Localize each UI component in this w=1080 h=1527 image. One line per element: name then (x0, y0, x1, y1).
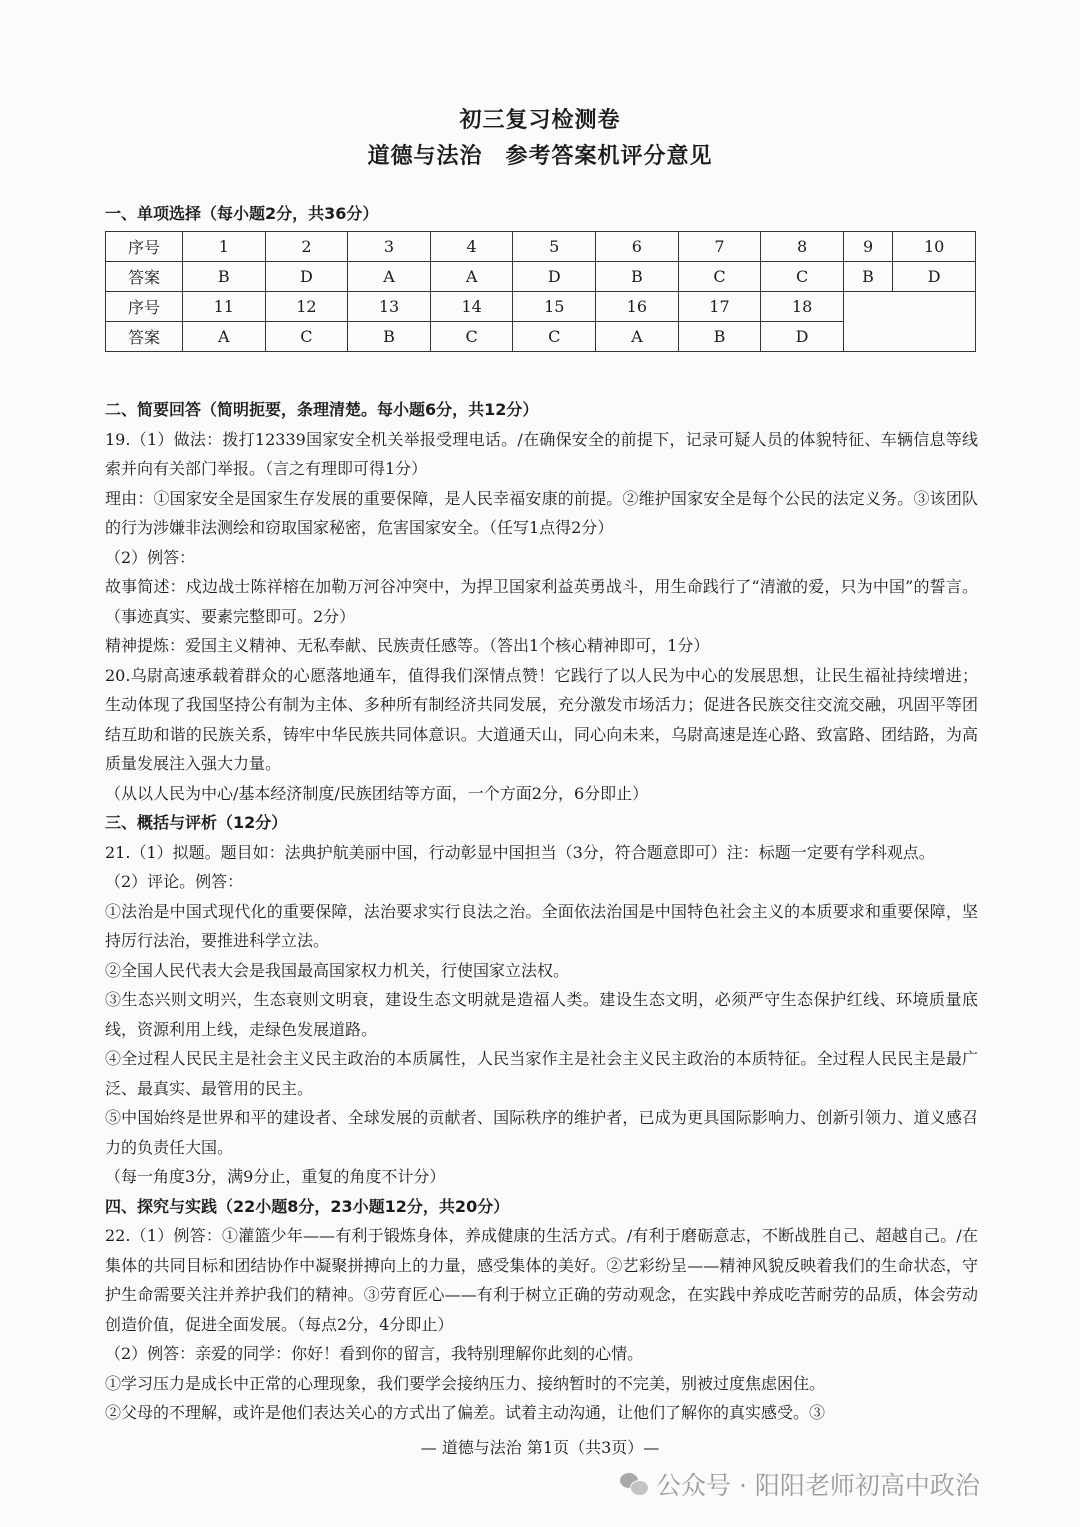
table-cell: B (843, 262, 892, 292)
table-cell: A (430, 262, 513, 292)
answer-paragraph: ①法治是中国式现代化的重要保障，法治要求实行良法之治。全面依法治国是中国特色社会主义的本质要求和重要保障，坚持厉行法治，要推进科学立法。 (105, 901, 978, 950)
table-cell: 10 (893, 232, 976, 262)
table-cell: 2 (265, 232, 348, 262)
table-cell: C (761, 262, 844, 292)
table-cell: 14 (430, 292, 513, 322)
table-cell: 5 (513, 232, 596, 262)
watermark (620, 1464, 980, 1504)
table-cell: 1 (183, 232, 266, 262)
table-cell: 3 (348, 232, 431, 262)
table-cell: D (761, 322, 844, 352)
table-cell: A (183, 322, 266, 352)
answer-paragraph: （从以人民为中心/基本经济制度/民族团结等方面，一个方面2分，6分即止） (105, 783, 649, 803)
table-cell: C (430, 322, 513, 352)
section-heading-choice: 一、单项选择（每小题2分，共36分） (105, 204, 379, 223)
page-footer: — 道德与法治 第1页（共3页）— (420, 1438, 660, 1457)
answer-paragraph: ②父母的不理解，或许是他们表达关心的方式出了偏差。试着主动沟通，让他们了解你的真实感受。③ (105, 1403, 826, 1422)
section-heading: 二、简要回答（简明扼要，条理清楚。每小题6分，共12分） (105, 400, 539, 419)
answer-paragraph: ①学习压力是成长中正常的心理现象，我们要学会接纳压力、接纳暂时的不完美，别被过度焦虑困住。 (105, 1373, 826, 1393)
wechat-icon (620, 1471, 648, 1497)
answer-paragraph: 20.乌尉高速承载着群众的心愿落地通车，值得我们深情点赞！它践行了以人民为中心的发展思想，让民生福祉持续增进；生动体现了我国坚持公有制为主体、多种所有制经济共同发展，充分激发市场活力；促进各民族交往交流交融，巩固平等团结互助和谐的民族关系，铸牢中华民族共同体意识。大道通天山，同心向未来，乌尉高速是连心路、致富路、团结路，为高质量发展注入强大力量。 (105, 665, 978, 773)
answer-paragraph: 22.（1）例答：①灌篮少年——有利于锻炼身体，养成健康的生活方式。/有利于磨砺意志，不断战胜自己、超越自己。/在集体的共同目标和团结协作中凝聚拼搏向上的力量，感受集体的美好。②艺彩纷呈——精神风貌反映着我们的生命状态，守护生命需要关注并养护我们的精神。③劳育匠心——有利于树立正确的劳动观念，在实践中养成吃苦耐劳的品质，体会劳动创造价值，促进全面发展。（每点2分，4分即止） (105, 1226, 978, 1334)
table-cell: D (513, 262, 596, 292)
table-row (106, 292, 976, 322)
answer-paragraph: 精神提炼：爱国主义精神、无私奉献、民族责任感等。（答出1个核心精神即可，1分） (105, 636, 710, 655)
row-label: 答案 (106, 262, 183, 292)
table-cell: 8 (761, 232, 844, 262)
table-cell: 6 (596, 232, 679, 262)
answer-paragraph: （2）评论。例答： (105, 872, 244, 891)
answer-body (105, 395, 978, 1428)
section-heading: 三、概括与评析（12分） (105, 813, 288, 832)
table-cell: D (265, 262, 348, 292)
table-row (106, 262, 976, 292)
table-cell: 12 (265, 292, 348, 322)
table-cell: 7 (678, 232, 761, 262)
empty-cell (843, 292, 975, 352)
table-cell: 15 (513, 292, 596, 322)
answer-paragraph: 19.（1）做法：拨打12339国家安全机关举报受理电话。/在确保安全的前提下，记录可疑人员的体貌特征、车辆信息等线索并向有关部门举报。（言之有理即可得1分） (105, 429, 978, 478)
table-cell: 13 (348, 292, 431, 322)
table-cell: 18 (761, 292, 844, 322)
answer-paragraph: ⑤中国始终是世界和平的建设者、全球发展的贡献者、国际秩序的维护者，已成为更具国际影响力、创新引领力、道义感召力的负责任大国。 (105, 1108, 978, 1157)
answer-paragraph: 21.（1）拟题。题目如：法典护航美丽中国，行动彰显中国担当（3分，符合题意即可）注：标题一定要有学科观点。 (105, 842, 935, 862)
answer-paragraph: ③生态兴则文明兴，生态衰则文明衰，建设生态文明就是造福人类。建设生态文明，必须严守生态保护红线、环境质量底线，资源利用上线，走绿色发展道路。 (105, 990, 978, 1039)
page-subtitle: 道德与法治 参考答案机评分意见 (367, 144, 713, 169)
answer-paragraph: （每一角度3分，满9分止，重复的角度不计分） (105, 1167, 446, 1186)
watermark-text: 公众号 · 阳阳老师初高中政治 (656, 1471, 980, 1500)
table-cell: B (348, 322, 431, 352)
answer-paragraph: ④全过程人民民主是社会主义民主政治的本质属性，人民当家作主是社会主义民主政治的本质特征。全过程人民民主是最广泛、最真实、最管用的民主。 (105, 1049, 978, 1098)
answer-paragraph: （2）例答：亲爱的同学：你好！看到你的留言，我特别理解你此刻的心情。 (105, 1344, 644, 1363)
row-label: 序号 (106, 232, 183, 262)
table-cell: A (348, 262, 431, 292)
table-cell: 16 (596, 292, 679, 322)
table-cell: 17 (678, 292, 761, 322)
answer-table (105, 231, 976, 352)
answer-paragraph: 故事简述：戍边战士陈祥榕在加勒万河谷冲突中，为捍卫国家利益英勇战斗，用生命践行了“清澈的爱，只为中国”的誓言。（事迹真实、要素完整即可。2分） (105, 577, 978, 626)
table-cell: A (596, 322, 679, 352)
answer-paragraph: ②全国人民代表大会是我国最高国家权力机关，行使国家立法权。 (105, 960, 570, 980)
table-cell: 11 (183, 292, 266, 322)
table-cell: D (893, 262, 976, 292)
table-cell: C (513, 322, 596, 352)
row-label: 序号 (106, 292, 183, 322)
table-cell: 9 (843, 232, 892, 262)
page-title: 初三复习检测卷 (459, 108, 621, 133)
table-cell: 4 (430, 232, 513, 262)
row-label: 答案 (106, 322, 183, 352)
table-cell: B (596, 262, 679, 292)
section-heading: 四、探究与实践（22小题8分，23小题12分，共20分） (105, 1196, 510, 1216)
table-cell: B (183, 262, 266, 292)
answer-paragraph: 理由：①国家安全是国家生存发展的重要保障，是人民幸福安康的前提。②维护国家安全是每个公民的法定义务。③该团队的行为涉嫌非法测绘和窃取国家秘密，危害国家安全。（任写1点得2分） (105, 488, 978, 537)
table-cell: C (678, 262, 761, 292)
answer-paragraph: （2）例答： (105, 547, 196, 567)
table-cell: B (678, 322, 761, 352)
table-row (106, 232, 976, 262)
table-cell: C (265, 322, 348, 352)
